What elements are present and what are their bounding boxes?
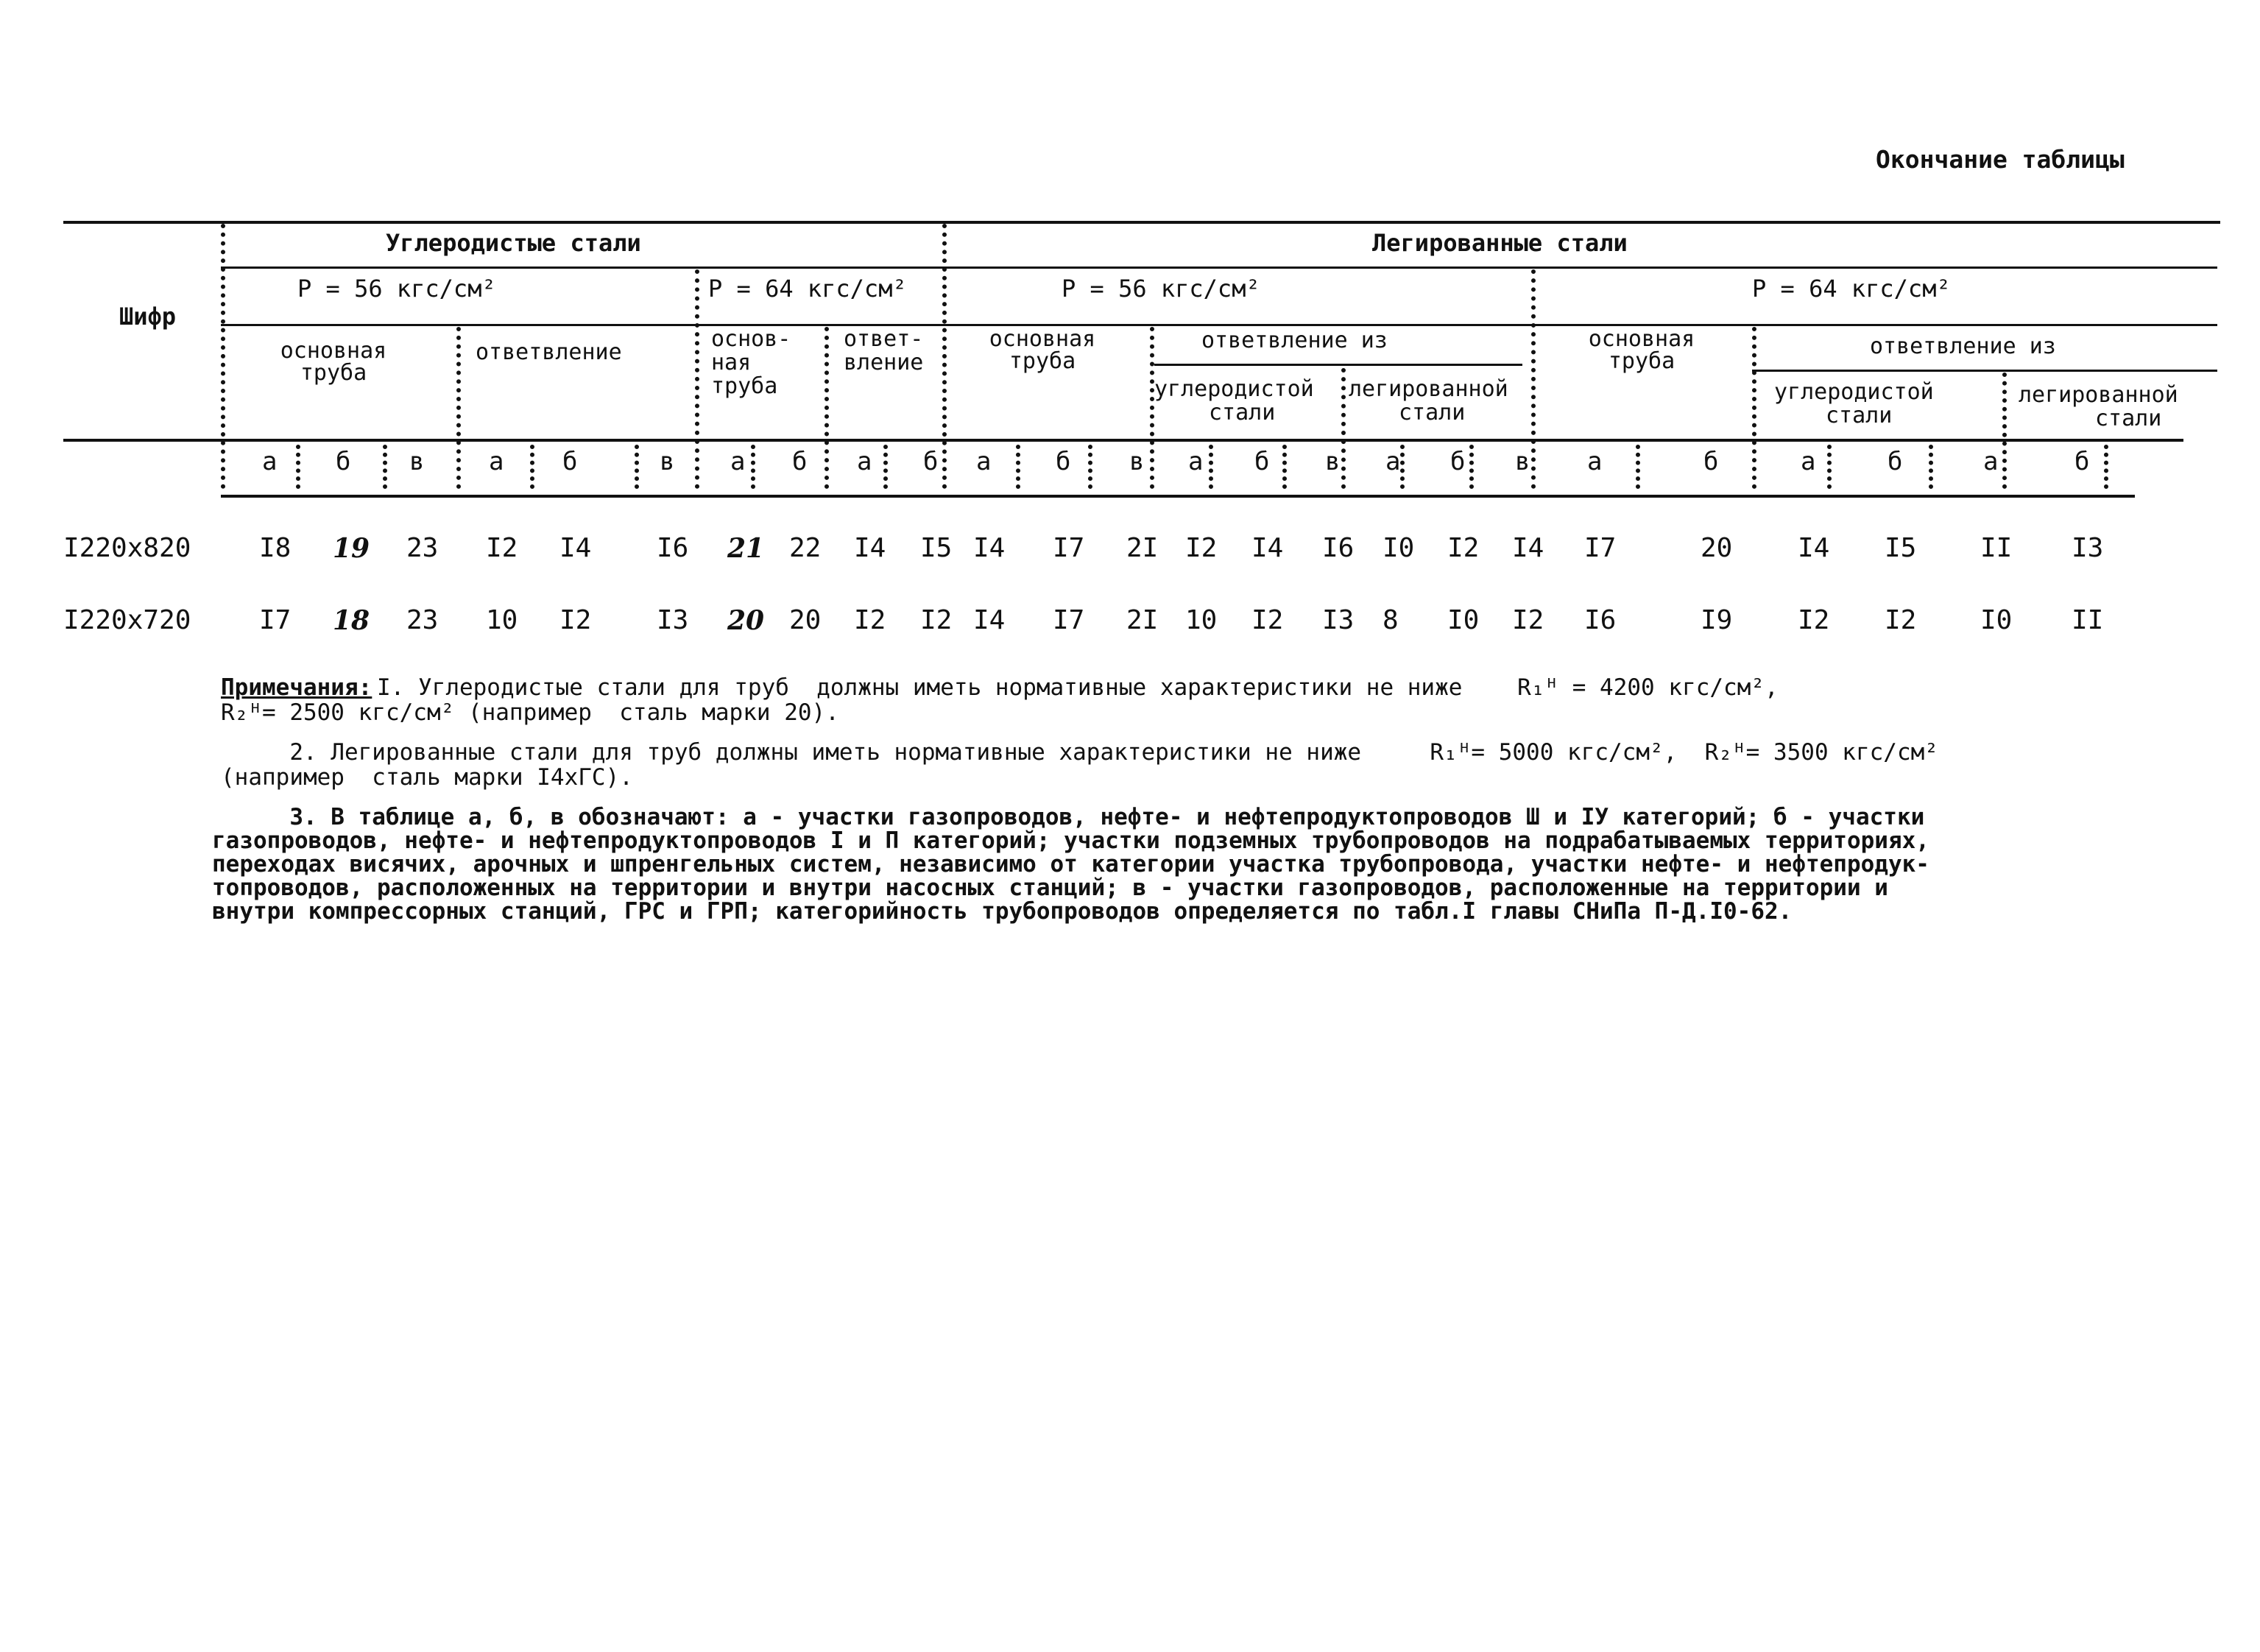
col-header-cipher: Шифр xyxy=(119,303,177,331)
table-cell: I2 xyxy=(1512,605,1544,635)
subheader-branch-from: ответвление из xyxy=(1870,333,2056,359)
column-letter: а xyxy=(1385,447,1401,476)
subheader-carbon-steel-1: углеродистой xyxy=(1154,376,1314,402)
letter-divider xyxy=(1400,445,1405,489)
table-cell: I6 xyxy=(1584,605,1617,635)
pressure-header: Р = 64 кгс/см² xyxy=(1752,275,1951,303)
table-cell: 2I xyxy=(1126,533,1159,563)
column-letter: в xyxy=(1129,447,1145,476)
letter-divider xyxy=(1209,445,1213,489)
letter-divider xyxy=(1282,445,1287,489)
subheader-main-pipe-1: основ- xyxy=(711,326,791,352)
subheader-alloy-steel-1: легированной xyxy=(1349,376,1508,402)
table-caption: Окончание таблицы xyxy=(1876,145,2125,174)
table-cell: I2 xyxy=(486,533,518,563)
table-cell: I7 xyxy=(1053,533,1085,563)
table-cell: I7 xyxy=(259,605,292,635)
column-letter: а xyxy=(976,447,992,476)
col-divider xyxy=(824,327,829,489)
note-2-line-2: (например сталь марки I4хГС). xyxy=(221,764,633,791)
subheader-alloy-steel-1: легированной xyxy=(2019,382,2178,408)
column-letter: в xyxy=(1515,447,1530,476)
letter-divider xyxy=(530,445,534,489)
subheader-branch: ответвление xyxy=(476,339,622,365)
column-letter: в xyxy=(1325,447,1341,476)
table-cell: I0 xyxy=(1980,605,2013,635)
table-cell: 22 xyxy=(789,533,822,563)
notes-heading: Примечания: xyxy=(221,674,372,701)
table-cell: I5 xyxy=(920,533,953,563)
subheader-branch-2: вление xyxy=(844,350,924,375)
subheader-carbon-steel-2: стали xyxy=(1826,403,1893,428)
table-cell: I2 xyxy=(854,605,886,635)
table-cell: 23 xyxy=(406,533,439,563)
branch-from-rule-1 xyxy=(1154,364,1522,366)
column-letter: б xyxy=(792,447,808,476)
subheader-carbon-steel-2: стали xyxy=(1209,400,1276,426)
table-cell: I2 xyxy=(559,605,592,635)
letter-divider xyxy=(1636,445,1640,489)
column-letter: б xyxy=(2074,447,2090,476)
letter-divider xyxy=(1016,445,1020,489)
table-cell: II xyxy=(2072,605,2104,635)
column-letter: в xyxy=(409,447,425,476)
row-cipher: I220x820 xyxy=(63,533,191,563)
note-2-line-1: 2. Легированные стали для труб должны иметь нормативные характеристики не ниже R₁ᴴ= 5000 кгс/см², R₂ᴴ= 3500 кгс/см² xyxy=(221,739,1938,766)
letter-divider xyxy=(883,445,888,489)
notes-label xyxy=(221,676,372,699)
row-cipher: I220x720 xyxy=(63,605,191,635)
letters-bottom-rule xyxy=(221,495,2135,498)
table-cell: I3 xyxy=(2072,533,2104,563)
table-cell: I2 xyxy=(1185,533,1218,563)
letter-divider xyxy=(751,445,755,489)
col-divider xyxy=(221,224,225,489)
note-3-line-5: внутри компрессорных станций, ГРС и ГРП; категорийность трубопроводов определяется по табл.I главы СНиПа П-Д.I0-62. xyxy=(212,898,1793,925)
table-cell: I2 xyxy=(920,605,953,635)
column-letter: а xyxy=(730,447,746,476)
letter-divider xyxy=(296,445,300,489)
subheader-alloy-steel-2: стали xyxy=(2095,406,2162,431)
table-cell: II xyxy=(1980,533,2013,563)
col-divider xyxy=(695,269,699,489)
column-letter: а xyxy=(262,447,278,476)
table-cell: I4 xyxy=(1251,533,1284,563)
table-cell: I6 xyxy=(1322,533,1355,563)
table-cell: 2I xyxy=(1126,605,1159,635)
subheader-main-pipe: основная труба xyxy=(1588,326,1695,374)
note-3-line-3: переходах висячих, арочных и шпренгельных систем, независимо от категории участка трубопровода, участки нефте- и нефтепродук- xyxy=(212,851,1929,878)
col-divider xyxy=(456,327,461,489)
pressure-rule xyxy=(221,266,2217,269)
table-cell: I4 xyxy=(559,533,592,563)
group-header-carbon: Углеродистые стали xyxy=(386,229,641,257)
table-cell: I2 xyxy=(1885,605,1917,635)
table-cell: I4 xyxy=(1798,533,1830,563)
table-cell: I7 xyxy=(1053,605,1085,635)
col-divider xyxy=(942,224,947,489)
subheader-carbon-steel-1: углеродистой xyxy=(1774,379,1934,405)
top-rule xyxy=(63,221,2220,224)
column-letter: б xyxy=(923,447,939,476)
column-letter: б xyxy=(1703,447,1719,476)
table-cell: I3 xyxy=(1322,605,1355,635)
subheader-main-pipe-3: труба xyxy=(711,373,778,399)
table-cell: I4 xyxy=(854,533,886,563)
header-bottom-rule xyxy=(63,439,2183,442)
column-letter: б xyxy=(1888,447,1903,476)
col-divider xyxy=(1150,327,1154,489)
column-letter: б xyxy=(1254,447,1270,476)
column-letter: а xyxy=(857,447,872,476)
table-cell: I0 xyxy=(1383,533,1415,563)
subheader-branch-1: ответ- xyxy=(844,326,924,352)
subheader-main-pipe: основная труба xyxy=(989,326,1096,374)
column-letter: б xyxy=(336,447,351,476)
letter-divider xyxy=(1469,445,1474,489)
note-3-line-2: газопроводов, нефте- и нефтепродуктопроводов I и П категорий; участки подземных трубопроводов на подрабатываемых территориях, xyxy=(212,827,1929,854)
letter-divider xyxy=(635,445,639,489)
group-header-alloy: Легированные стали xyxy=(1372,229,1628,257)
table-cell: I4 xyxy=(973,605,1006,635)
note-3-line-4: топроводов, расположенных на территории и внутри насосных станций; в - участки газопроводов, расположенные на территории и xyxy=(212,875,1888,901)
note-1-line-2: R₂ᴴ= 2500 кгс/см² (например сталь марки 20). xyxy=(221,699,839,726)
column-letter: б xyxy=(1056,447,1071,476)
note-3-line-1: 3. В таблице а, б, в обозначают: а - участки газопроводов, нефте- и нефтепродуктопроводов Ш и IУ категорий; б - участки xyxy=(221,804,1925,830)
table-cell: 20 xyxy=(789,605,822,635)
branch-from-rule-2 xyxy=(1752,370,2217,372)
column-letter: в xyxy=(660,447,675,476)
table-cell: I7 xyxy=(1584,533,1617,563)
subheader-rule xyxy=(221,324,2217,326)
col-divider xyxy=(2002,373,2007,489)
subheader-main-pipe: основная труба xyxy=(280,338,387,386)
table-cell: 21 xyxy=(727,533,765,564)
table-cell: I8 xyxy=(259,533,292,563)
table-cell: 20 xyxy=(727,605,765,636)
table-cell: 10 xyxy=(486,605,518,635)
letter-divider xyxy=(383,445,387,489)
table-cell: 19 xyxy=(333,533,370,564)
table-cell: 8 xyxy=(1383,605,1399,635)
column-letter: а xyxy=(489,447,504,476)
letter-divider xyxy=(1827,445,1832,489)
pressure-header: Р = 64 кгс/см² xyxy=(708,275,907,303)
subheader-branch-from: ответвление из xyxy=(1201,328,1388,353)
column-letter: а xyxy=(1983,447,1999,476)
subheader-main-pipe-2: ная xyxy=(711,350,752,375)
col-divider xyxy=(1531,269,1536,489)
column-letter: а xyxy=(1587,447,1603,476)
pressure-header: Р = 56 кгс/см² xyxy=(1062,275,1260,303)
letter-divider xyxy=(1929,445,1933,489)
table-cell: I4 xyxy=(1512,533,1544,563)
table-cell: I3 xyxy=(657,605,689,635)
table-cell: I4 xyxy=(973,533,1006,563)
subheader-alloy-steel-2: стали xyxy=(1399,400,1466,426)
table-cell: 18 xyxy=(333,605,370,636)
table-cell: I2 xyxy=(1447,533,1480,563)
table-cell: I9 xyxy=(1701,605,1733,635)
table-cell: I2 xyxy=(1798,605,1830,635)
column-letter: а xyxy=(1188,447,1204,476)
column-letter: б xyxy=(562,447,578,476)
letter-divider xyxy=(1088,445,1092,489)
col-divider xyxy=(1752,327,1756,489)
table-cell: 20 xyxy=(1701,533,1733,563)
column-letter: а xyxy=(1801,447,1816,476)
table-cell: 10 xyxy=(1185,605,1218,635)
pressure-header: Р = 56 кгс/см² xyxy=(297,275,496,303)
table-cell: I2 xyxy=(1251,605,1284,635)
table-cell: I0 xyxy=(1447,605,1480,635)
table-cell: 23 xyxy=(406,605,439,635)
table-cell: I5 xyxy=(1885,533,1917,563)
table-cell: I6 xyxy=(657,533,689,563)
col-divider xyxy=(1341,368,1346,489)
column-letter: б xyxy=(1450,447,1466,476)
note-1-line-1: I. Углеродистые стали для труб должны иметь нормативные характеристики не ниже R₁ᴴ = 4200 кгс/см², xyxy=(377,674,1779,701)
letter-divider xyxy=(2104,445,2108,489)
